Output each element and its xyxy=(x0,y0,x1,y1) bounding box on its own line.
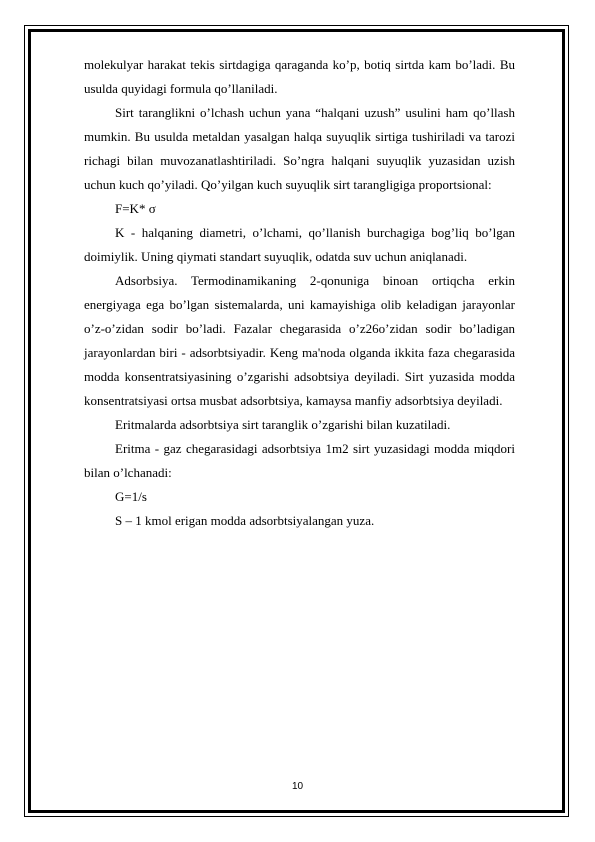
paragraph-ring-method: Sirt taranglikni o’lchash uchun yana “halqani uzush” usulini ham qo’llash mumkin. Bu usulda metaldan yasalgan halqa suyuqlik sirtiga tushiriladi va tarozi richagi bilan muvozanatlashtiriladi. So’ngra halqani suyuqlik yuzasidan uzish uchun kuch qo’yiladi. Qo’yilgan kuch suyuqlik sirt tarangligiga proportsional: xyxy=(84,105,515,192)
paragraph-solution-gas: Eritma - gaz chegarasidagi adsorbtsiya 1m2 sirt yuzasidagi modda miqdori bilan o’lchanadi: xyxy=(84,441,515,480)
paragraph-adsorption: Adsorbsiya. Termodinamikaning 2-qonuniga binoan ortiqcha erkin energiyaga ega bo’lgan sistemalarda, uni kamayishiga olib keladigan jarayonlar o’z-o’zidan sodir bo’ladi. Fazalar chegarasida o’z26o’zidan sodir bo’ladigan jarayonlardan biri - adsorbtsiyadir. Keng ma'noda olganda ikkita faza chegarasida modda konsentratsiyasining o’zgarishi adsobtsiya deyiladi. Sirt yuzasida modda konsentratsiyasi ortsa musbat adsorbtsiya, kamaysa manfiy adsorbtsiya deyiladi. xyxy=(84,273,515,408)
paragraph-surface-definition: S – 1 kmol erigan modda adsorbtsiyalangan yuza. xyxy=(115,513,375,528)
formula-force: F=K* σ xyxy=(115,201,156,216)
paragraph-solutions: Eritmalarda adsorbtsiya sirt taranglik o’zgarishi bilan kuzatiladi. xyxy=(115,417,451,432)
paragraph-continuation: molekulyar harakat tekis sirtdagiga qaraganda ko’p, botiq sirtda kam bo’ladi. Bu usulda quyidagi formula qo’llaniladi. xyxy=(84,57,515,96)
formula-adsorption: G=1/s xyxy=(115,489,147,504)
paragraph-constant-k: K - halqaning diametri, o’lchami, qo’llanish burchagiga bog’liq bo’lgan doimiylik. Uning qiymati standart suyuqlik, odatda suv uchun aniqlanadi. xyxy=(84,225,515,264)
document-body xyxy=(84,53,515,533)
page-number: 10 xyxy=(291,781,304,792)
